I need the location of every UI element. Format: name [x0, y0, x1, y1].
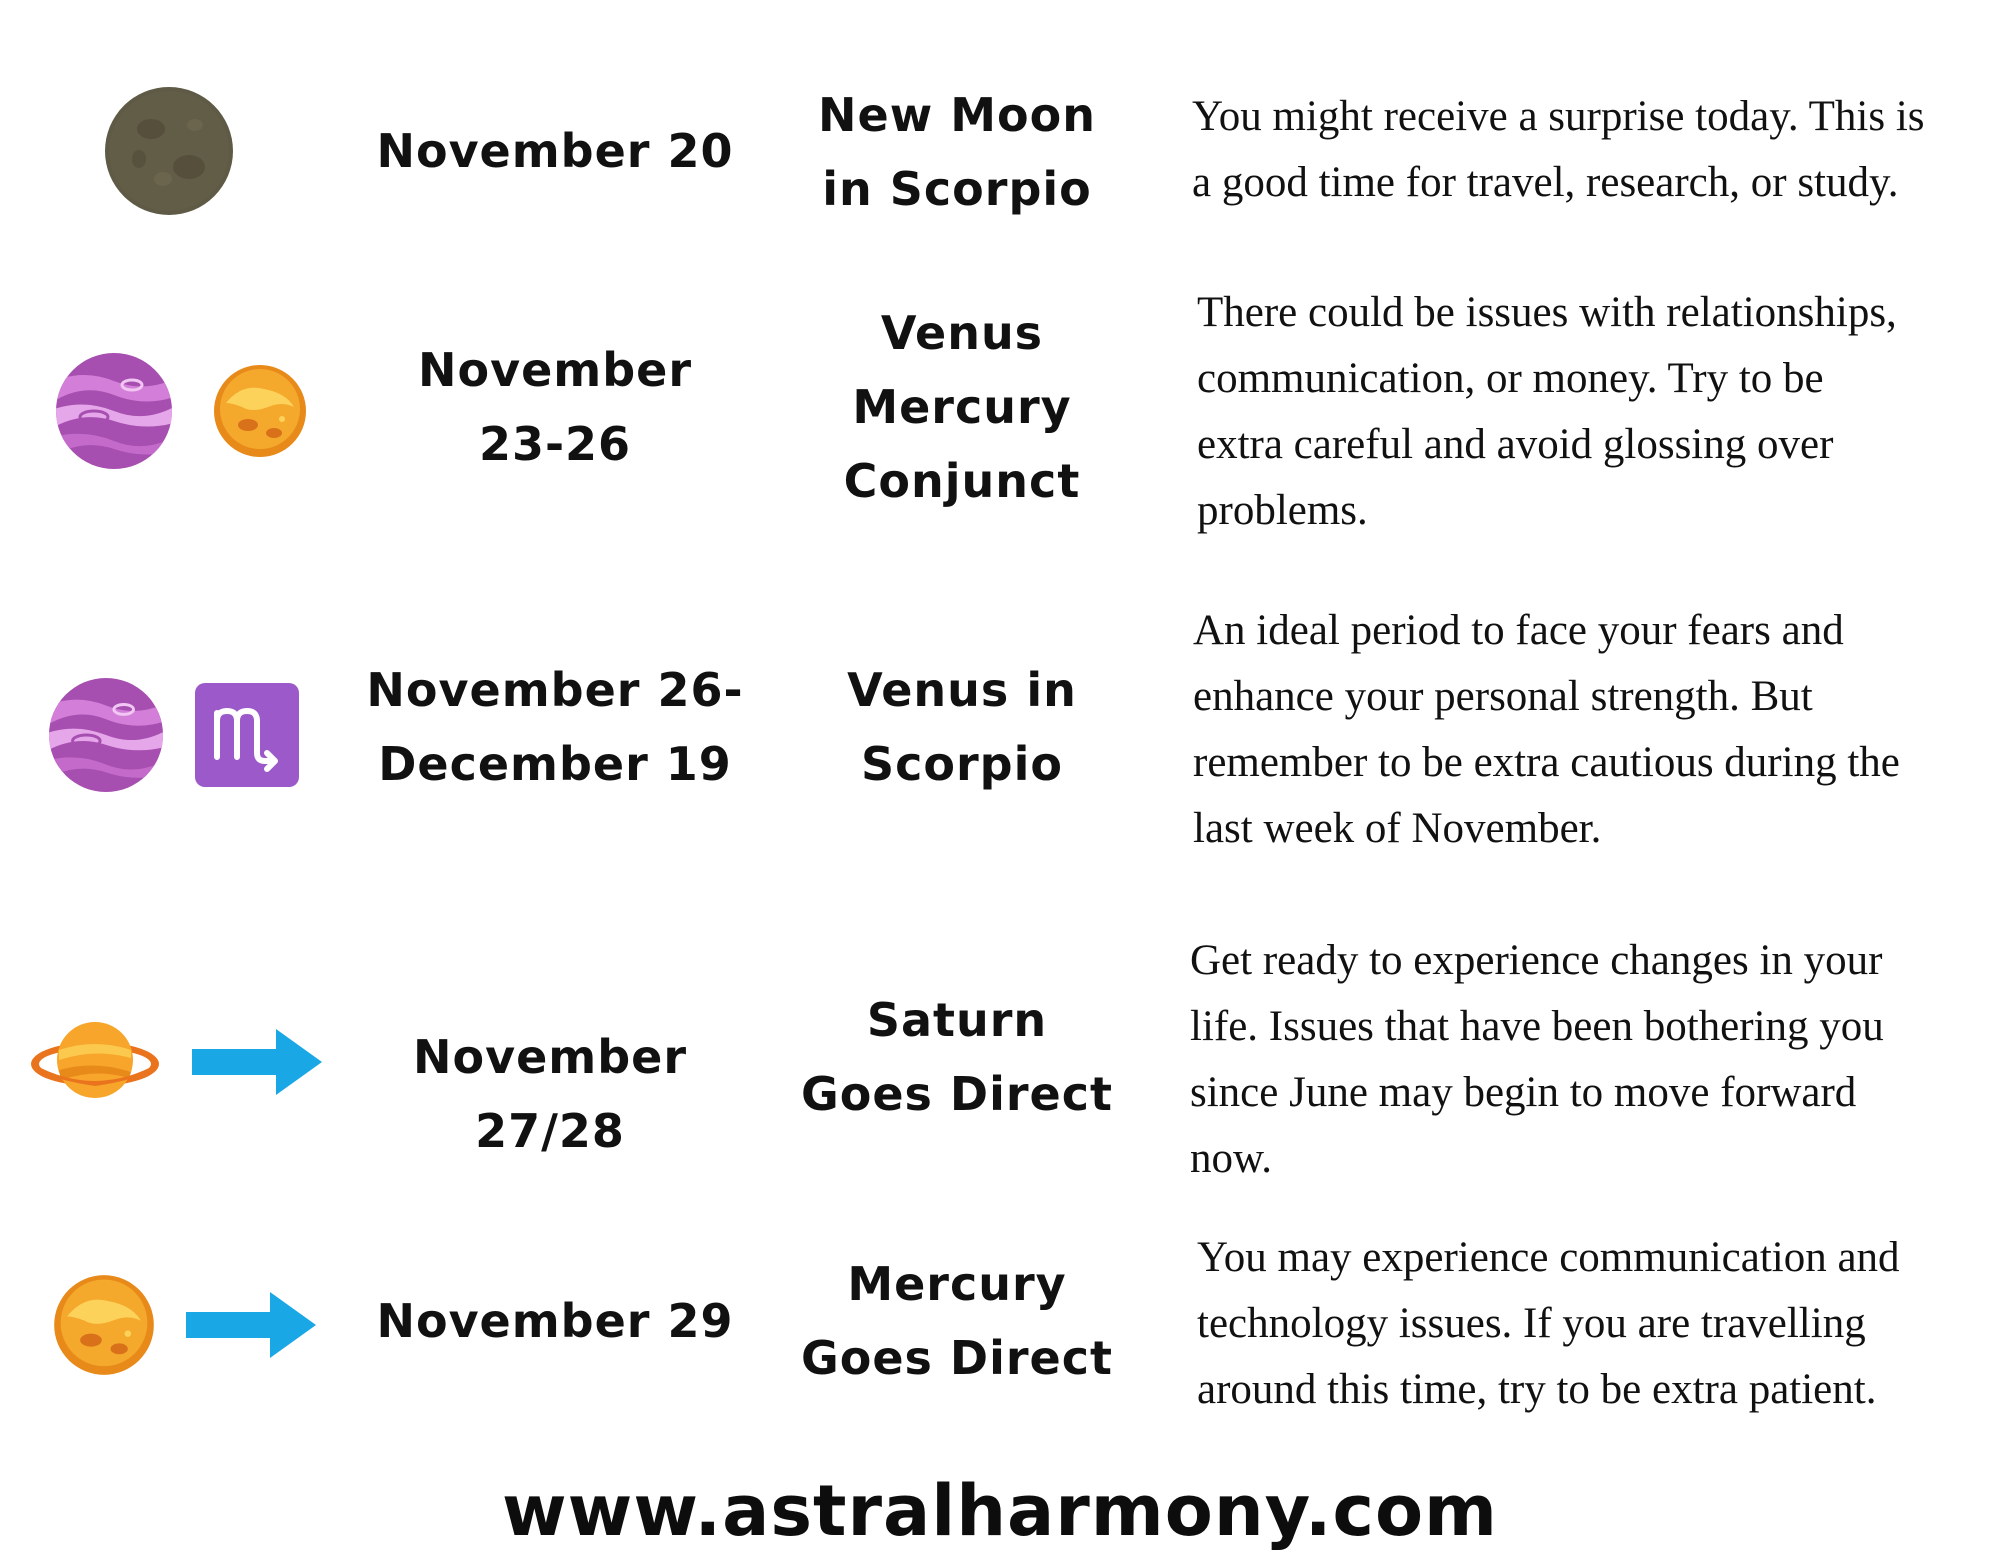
event-icons	[103, 85, 235, 217]
scorpio-sign-icon	[195, 683, 299, 787]
event-date: November 20	[376, 124, 734, 178]
event-description: An ideal period to face your fears and enhance your personal strength. But remember to be extra cautious during the last week of November.	[1193, 607, 1900, 852]
mercury-planet-icon	[212, 363, 308, 459]
mercury-planet-icon	[52, 1273, 156, 1377]
right-arrow-icon	[186, 1292, 316, 1358]
event-date: November 27/28	[412, 1030, 688, 1158]
event-description: Get ready to experience changes in your life. Issues that have been bothering you since June may begin to move forward now.	[1190, 937, 1884, 1182]
website-url[interactable]: www.astralharmony.com	[501, 1470, 1498, 1552]
venus-planet-icon	[47, 676, 165, 794]
event-title: Mercury Goes Direct	[800, 1257, 1114, 1385]
venus-planet-icon	[54, 351, 174, 471]
event-date: November 26- December 19	[366, 663, 744, 791]
event-date: November 29	[376, 1294, 734, 1348]
event-icons	[47, 676, 299, 794]
right-arrow-icon	[192, 1029, 322, 1095]
event-date: November 23-26	[417, 343, 693, 471]
event-description: There could be issues with relationships, communication, or money. Try to be extra careful and avoid glossing over problems.	[1197, 289, 1897, 534]
event-title: Saturn Goes Direct	[800, 993, 1114, 1121]
event-description: You might receive a surprise today. This is a good time for travel, research, or study.	[1192, 93, 1925, 206]
event-icons	[28, 1020, 322, 1104]
event-icons	[54, 351, 308, 471]
event-description: You may experience communication and technology issues. If you are travelling around this time, try to be extra patient.	[1197, 1234, 1900, 1413]
event-title: Venus Mercury Conjunct	[843, 306, 1081, 508]
event-title: New Moon in Scorpio	[818, 88, 1096, 216]
event-title: Venus in Scorpio	[847, 663, 1077, 791]
new-moon-icon	[103, 85, 235, 217]
saturn-planet-icon	[28, 1020, 162, 1104]
event-icons	[52, 1273, 316, 1377]
